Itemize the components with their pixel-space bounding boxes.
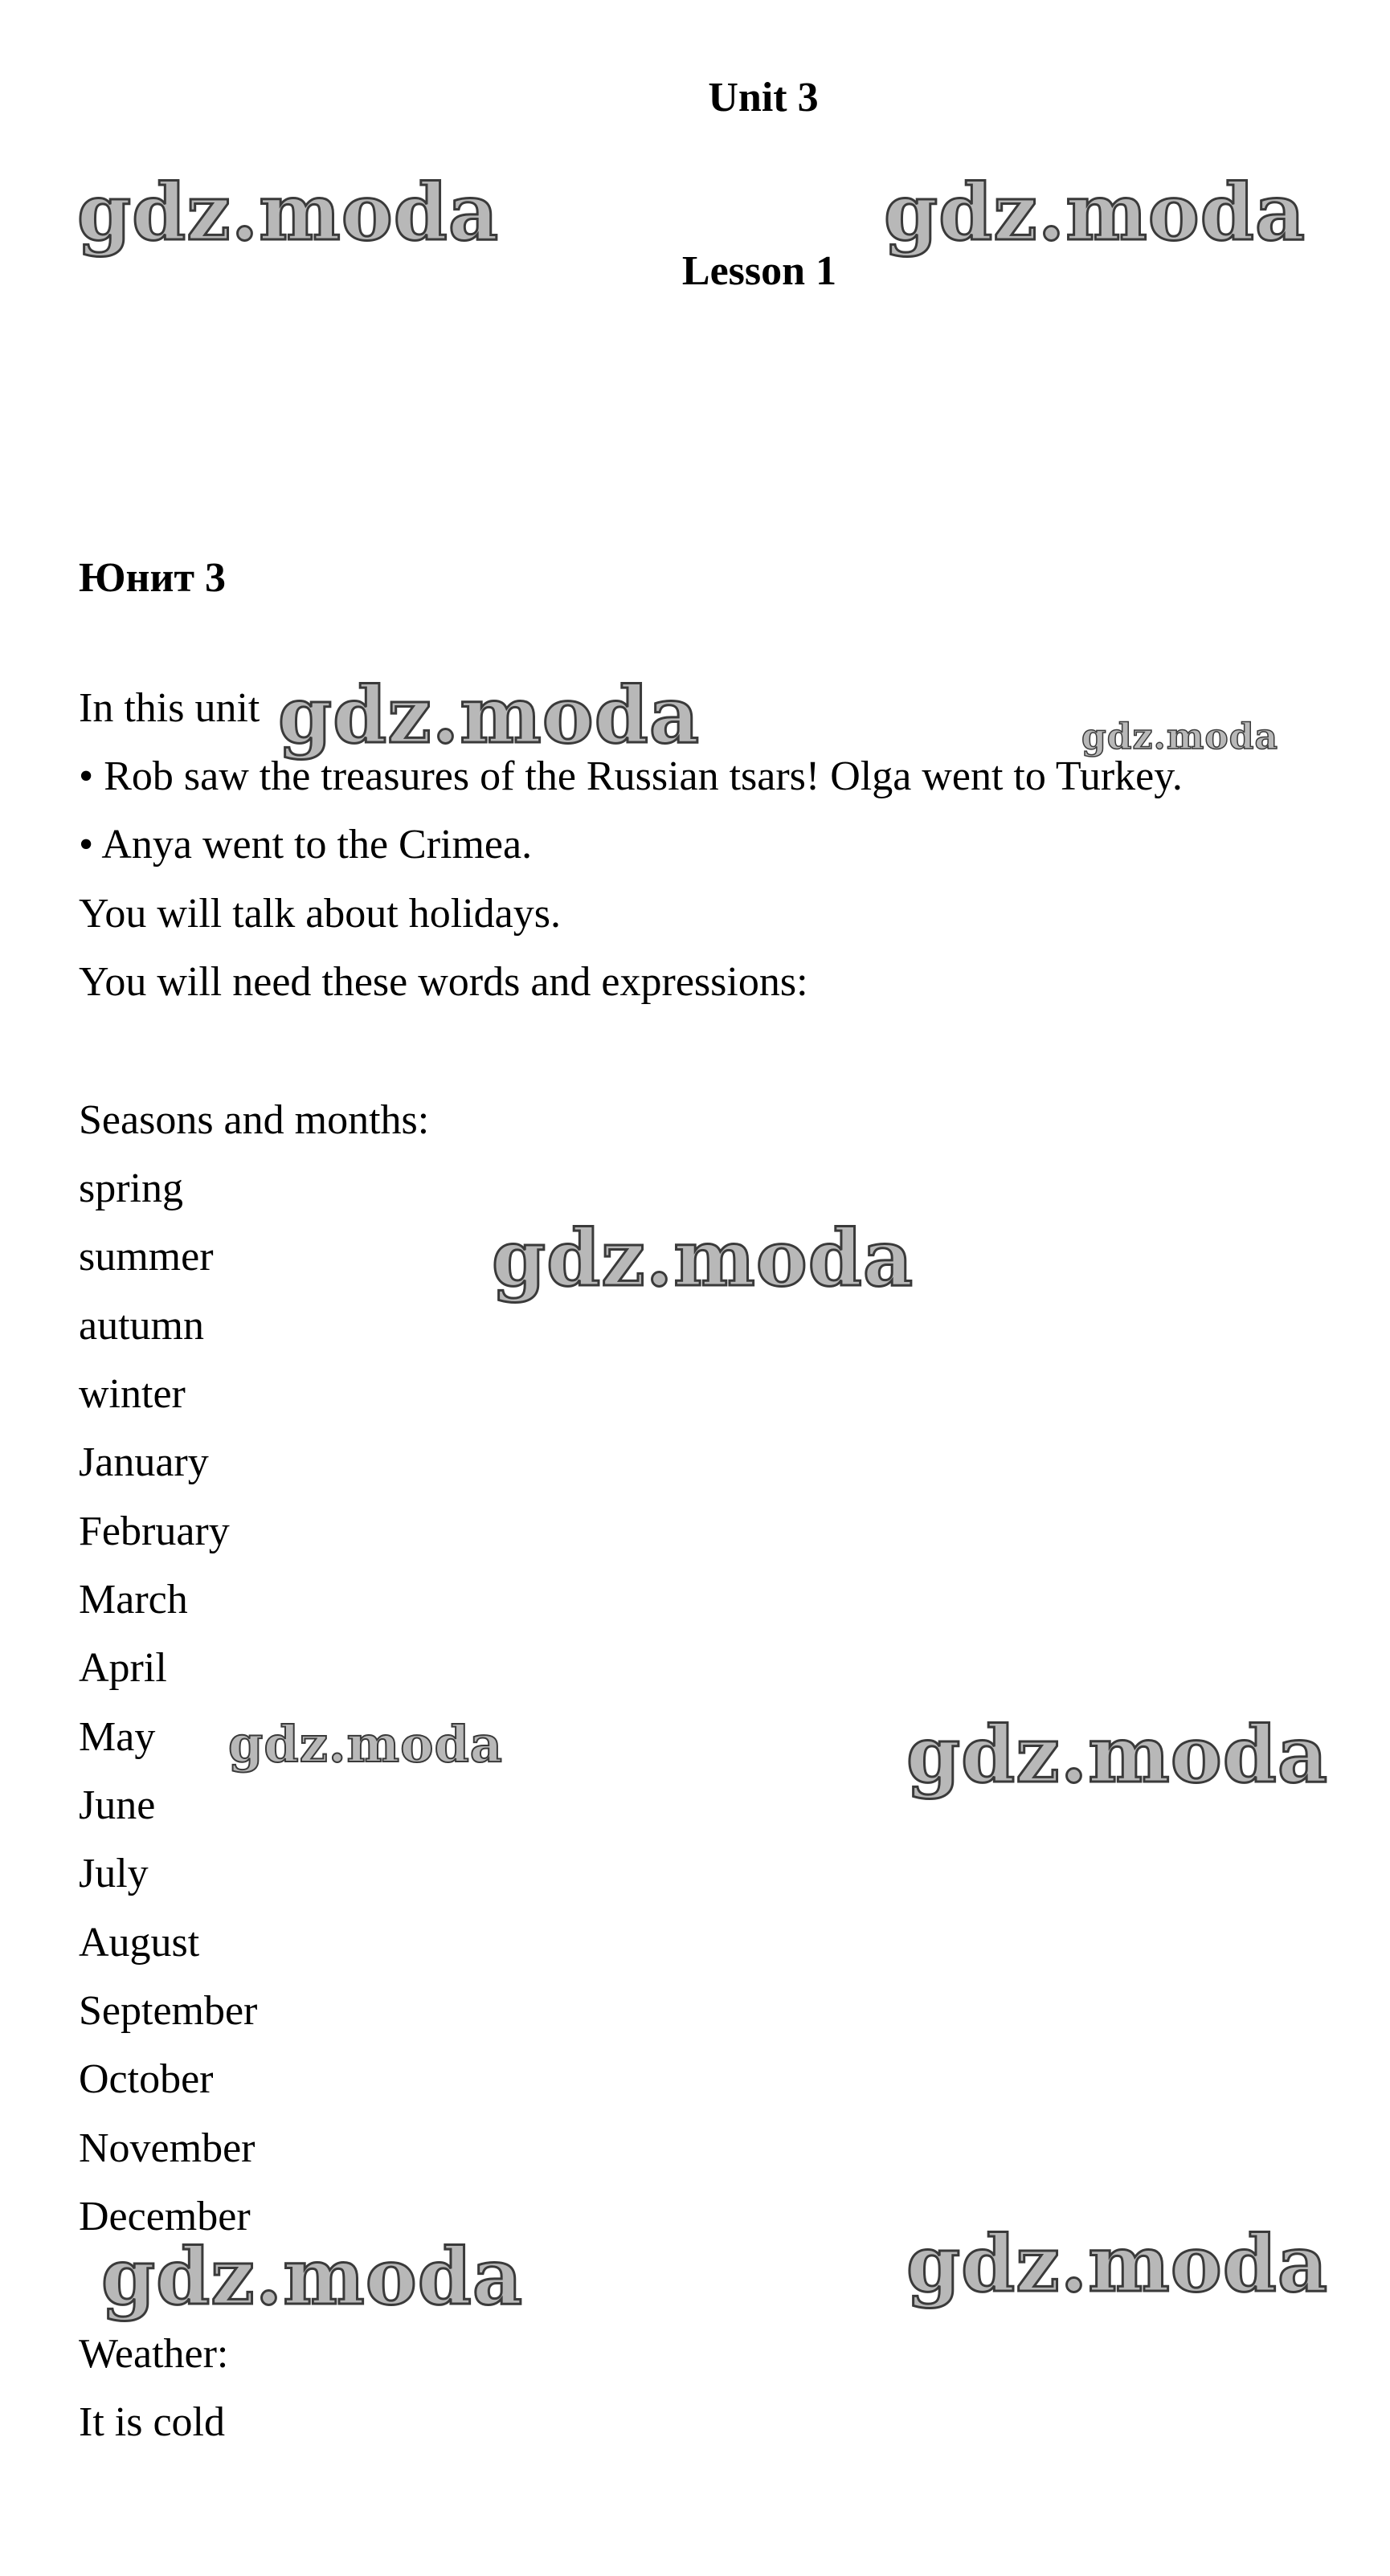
watermark: gdz.moda: [228, 1715, 503, 1774]
vocab-item: May: [79, 1714, 156, 1760]
vocab-item: August: [79, 1920, 200, 1966]
watermark: gdz.moda: [101, 2231, 524, 2322]
intro-talk: You will talk about holidays.: [79, 891, 561, 937]
vocab-item: March: [79, 1577, 188, 1623]
vocab-item: July: [79, 1851, 149, 1896]
watermark: gdz.moda: [906, 2219, 1329, 2309]
watermark: gdz.moda: [1081, 716, 1279, 757]
vocab-item: summer: [79, 1234, 214, 1280]
watermark: gdz.moda: [492, 1213, 914, 1304]
intro-lead: In this unit: [79, 685, 260, 731]
watermark: gdz.moda: [906, 1709, 1329, 1800]
vocab-item: spring: [79, 1166, 183, 1211]
intro-bullet-1: • Rob saw the treasures of the Russian tsars! Olga went to Turkey.: [79, 753, 1183, 799]
weather-heading: Weather:: [79, 2331, 229, 2377]
russian-unit-heading: Юнит 3: [79, 555, 227, 601]
vocab-item: June: [79, 1782, 156, 1828]
seasons-heading: Seasons and months:: [79, 1097, 430, 1143]
vocab-item: October: [79, 2056, 214, 2102]
watermark: gdz.moda: [278, 670, 701, 761]
weather-item: It is cold: [79, 2399, 225, 2445]
watermark: gdz.moda: [884, 167, 1306, 258]
vocab-item: January: [79, 1439, 209, 1485]
vocab-item: September: [79, 1988, 258, 2034]
vocab-item: December: [79, 2194, 251, 2239]
vocab-item: autumn: [79, 1303, 204, 1349]
watermark: gdz.moda: [77, 167, 500, 258]
vocab-item: February: [79, 1508, 230, 1554]
intro-need: You will need these words and expressions:: [79, 959, 808, 1005]
lesson-title: Lesson 1: [681, 248, 837, 294]
intro-bullet-2: • Anya went to the Crimea.: [79, 822, 533, 868]
vocab-item: winter: [79, 1371, 186, 1417]
vocab-item: April: [79, 1645, 167, 1691]
vocab-item: November: [79, 2125, 256, 2171]
unit-title: Unit 3: [708, 75, 819, 120]
